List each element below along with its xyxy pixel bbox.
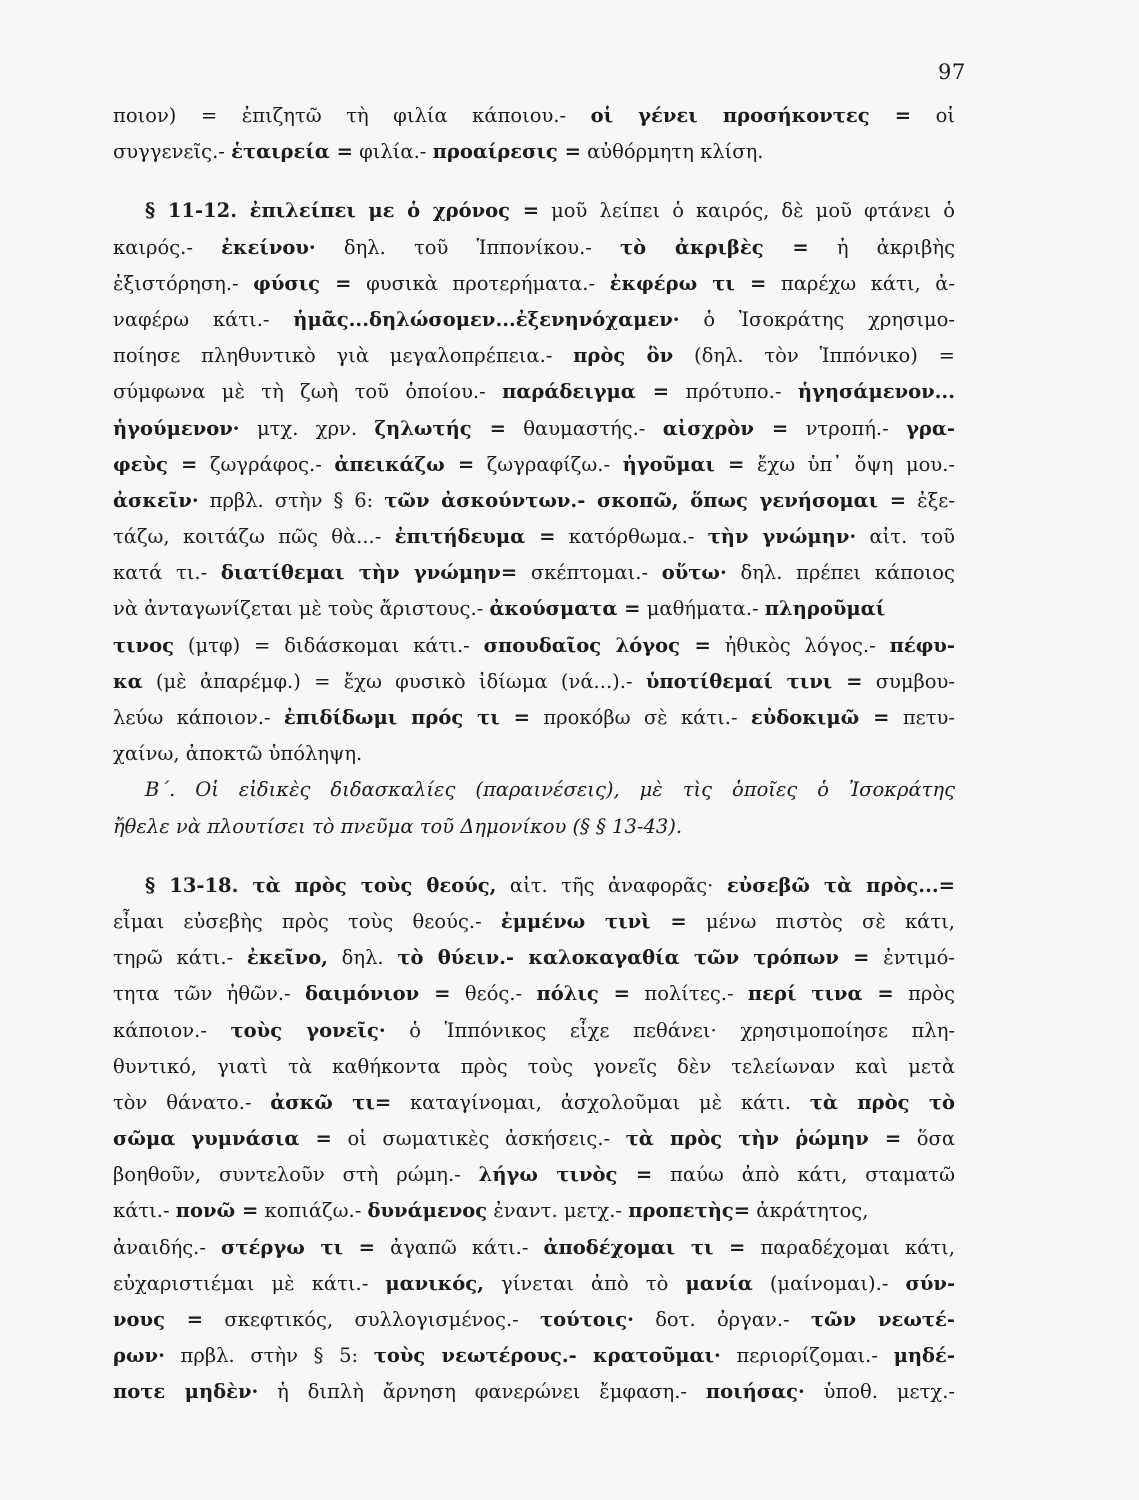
gloss-term: παράδειγμα = — [502, 380, 670, 404]
gloss-term: ἀσκεῖν· — [113, 488, 199, 512]
text-line — [113, 230, 955, 266]
gloss-term: τούτοις· — [540, 1308, 634, 1331]
text-line — [113, 591, 955, 627]
text-line — [113, 700, 955, 736]
gloss-term: τινος — [113, 633, 174, 657]
gloss-term: προπετὴς= — [628, 1199, 751, 1223]
gloss-text: φυσικὰ προτερήματα.- — [351, 271, 610, 295]
gloss-text: μαθήματα.- — [640, 597, 765, 621]
gloss-text: ἐξε- — [906, 488, 955, 512]
gloss-text: νὰ ἀνταγωνίζεται μὲ τοὺς ἄριστους.- — [113, 597, 490, 621]
gloss-text: κάποιον.- — [113, 1018, 231, 1042]
gloss-text: αὐθόρμητη κλίση. — [580, 140, 764, 164]
text-line — [113, 519, 955, 555]
gloss-term: φύσις = — [253, 271, 352, 295]
gloss-term: ἐπιτήδευμα = — [394, 525, 556, 549]
gloss-term: νους = — [113, 1308, 204, 1331]
gloss-text: πετυ- — [889, 706, 955, 729]
gloss-term: ζηλωτής = — [374, 416, 506, 440]
text-line — [113, 411, 955, 447]
section-heading-text: Β΄. Οἱ εἰδικὲς διδασκαλίες (παραινέσεις), μὲ τὶς ὁποῖες ὁ Ἰσοκράτης — [145, 778, 955, 802]
gloss-term: ἡγούμενον· — [113, 416, 240, 440]
gloss-text: θεός.- — [450, 982, 537, 1006]
gloss-text: σκέπτομαι.- — [517, 561, 662, 585]
paragraph-gap — [113, 845, 955, 868]
gloss-text: (δηλ. τὸν Ἱππόνικο) = — [673, 344, 956, 368]
gloss-text: ναφέρω κάτι.- — [113, 307, 294, 331]
text-line — [113, 555, 955, 591]
gloss-text: ντροπή.- — [788, 416, 907, 440]
text-line — [113, 266, 955, 302]
gloss-term: σπουδαῖος λόγος = — [483, 633, 711, 657]
gloss-text: ζωγραφίζω.- — [474, 452, 623, 476]
gloss-text: ποιον) = ἐπιζητῶ τὴ φιλία κάποιου.- — [113, 104, 591, 127]
gloss-text: (μαίνομαι).- — [752, 1271, 906, 1295]
gloss-text: παραδέχομαι κάτι, — [745, 1235, 956, 1259]
gloss-text: οἱ σωματικὲς ἀσκήσεις.- — [331, 1127, 626, 1151]
gloss-text: βοηθοῦν, συντελοῦν στὴ ρώμη.- — [113, 1163, 479, 1187]
gloss-text: ὁ Ἱππόνικος εἶχε πεθάνει· χρησιμοποίησε πλη- — [385, 1018, 956, 1042]
text-line — [113, 193, 955, 229]
gloss-term: γρα- — [906, 416, 956, 440]
gloss-text: συμβου- — [862, 669, 955, 693]
gloss-term: § 11-12. ἐπιλείπει με ὁ χρόνος = — [145, 199, 540, 223]
text-line — [113, 628, 955, 664]
text-line — [113, 1049, 955, 1085]
gloss-term: φεὺς = — [113, 452, 198, 476]
text-line — [113, 1157, 955, 1193]
gloss-text: χαίνω, ἀποκτῶ ὑπόληψη. — [113, 742, 363, 766]
gloss-text: λεύω κάποιον.- — [113, 706, 284, 729]
gloss-text: παύω ἀπὸ κάτι, σταματῶ — [652, 1163, 955, 1187]
gloss-text: πρβλ. στὴν § 5: — [164, 1344, 374, 1368]
gloss-term: λήγω τινὸς = — [478, 1163, 653, 1187]
text-line — [113, 664, 955, 700]
gloss-text: δηλ. τοῦ Ἱππονίκου.- — [315, 235, 621, 259]
gloss-term: τὸ ἀκριβὲς = — [620, 235, 809, 259]
text-line — [113, 904, 955, 940]
gloss-term: ἀποδέχομαι τι = — [543, 1235, 746, 1259]
text-line — [113, 1338, 955, 1374]
gloss-term: οὕτω· — [661, 561, 727, 585]
gloss-term: τὸ θύειν.- καλοκαγαθία τῶν τρόπων = — [397, 946, 870, 970]
gloss-text: μοῦ λείπει ὁ καιρός, δὲ μοῦ φτάνει ὁ — [539, 199, 956, 223]
gloss-text: ὑποθ. μετχ.- — [804, 1380, 955, 1404]
gloss-text: δηλ. πρέπει κάποιος — [726, 561, 955, 585]
gloss-term: δυνάμενος — [367, 1199, 488, 1223]
body-text — [113, 98, 955, 1411]
gloss-text: δοτ. ὀργαν.- — [633, 1308, 811, 1331]
gloss-text: μένω πιστὸς σὲ κάτι, — [686, 909, 955, 933]
text-line — [113, 483, 955, 519]
gloss-term: ἐπιδίδωμι πρός τι = — [283, 706, 531, 729]
text-line — [113, 772, 955, 808]
gloss-term: § 13-18. τὰ πρὸς τοὺς θεούς, — [145, 873, 497, 897]
gloss-text: ὅσα — [901, 1127, 955, 1151]
gloss-text: σκεφτικός, συλλογισμένος.- — [203, 1308, 541, 1331]
gloss-term: σύν- — [905, 1271, 956, 1295]
gloss-term: ἐκείνου· — [221, 235, 316, 259]
gloss-text: πρβλ. στὴν § 6: — [198, 488, 385, 512]
gloss-text: (μὲ ἀπαρέμφ.) = ἔχω φυσικὸ ἰδίωμα (νά...).- — [142, 669, 646, 693]
gloss-text: πολίτες.- — [630, 982, 748, 1006]
gloss-term: οἱ γένει προσήκοντες = — [590, 104, 912, 127]
gloss-text: εὐχαριστιέμαι μὲ κάτι.- — [113, 1271, 386, 1295]
gloss-term: διατίθεμαι τὴν γνώμην= — [220, 561, 518, 585]
gloss-text: ἡ ἀκριβὴς — [808, 235, 955, 259]
gloss-text: φιλία.- — [352, 140, 433, 164]
gloss-text: ἐξιστόρηση.- — [113, 271, 254, 295]
gloss-term: τὰ πρὸς τὸ — [809, 1090, 956, 1114]
gloss-term: τῶν νεωτέ- — [810, 1308, 955, 1331]
page-number: 97 — [938, 60, 966, 84]
gloss-text: ἀκράτητος, — [750, 1199, 869, 1223]
text-line — [113, 1266, 955, 1302]
gloss-term: ποτε μηδὲν· — [113, 1380, 259, 1404]
gloss-term: ποιήσας· — [705, 1380, 805, 1404]
gloss-term: κα — [113, 669, 143, 693]
gloss-text: δηλ. — [327, 946, 398, 970]
gloss-term: πρὸς ὃν — [573, 344, 674, 368]
gloss-term: μηδέ- — [893, 1344, 955, 1368]
gloss-text: μτχ. χρν. — [239, 416, 375, 440]
gloss-term: ἑταιρεία = — [231, 140, 353, 164]
gloss-term: εὐσεβῶ τὰ πρὸς...= — [726, 873, 955, 897]
gloss-term: τῶν ἀσκούντων.- σκοπῶ, ὅπως γενήσομαι = — [384, 488, 907, 512]
text-line — [113, 98, 955, 134]
gloss-text: καιρός.- — [113, 235, 222, 259]
gloss-term: τοὺς νεωτέρους.- κρατοῦμαι· — [373, 1344, 721, 1368]
text-line — [113, 1193, 955, 1229]
gloss-text: σύμφωνα μὲ τὴ ζωὴ τοῦ ὁποίου.- — [113, 380, 503, 404]
text-line — [113, 1302, 955, 1338]
text-line — [113, 868, 955, 904]
section-heading-text: ἤθελε νὰ πλουτίσει τὸ πνεῦμα τοῦ Δημονίκου (§ § 13-43). — [113, 814, 683, 838]
paragraph-gap — [113, 170, 955, 193]
gloss-text: συγγενεῖς.- — [113, 140, 232, 164]
gloss-term: ρων· — [113, 1344, 165, 1368]
gloss-text: ἠθικὸς λόγος.- — [710, 633, 890, 657]
gloss-term: ἐμμένω τινὶ = — [500, 909, 687, 933]
gloss-text: τητα τῶν ἠθῶν.- — [113, 982, 305, 1006]
gloss-term: πόλις = — [536, 982, 631, 1006]
gloss-text: αἰτ. τοῦ — [856, 525, 955, 549]
text-line — [113, 736, 955, 772]
gloss-term: πληροῦμαί — [764, 597, 886, 621]
gloss-term: ἡγησάμενον... — [797, 380, 955, 404]
gloss-text: πρὸς — [893, 982, 956, 1006]
gloss-text: τηρῶ κάτι.- — [113, 946, 247, 970]
gloss-text: κοπιάζω.- — [258, 1199, 368, 1223]
gloss-term: μανικός, — [385, 1271, 484, 1295]
gloss-text: καταγίνομαι, ἀσχολοῦμαι μὲ κάτι. — [391, 1090, 810, 1114]
gloss-text: (μτφ) = διδάσκομαι κάτι.- — [173, 633, 484, 657]
gloss-term: πέφυ- — [889, 633, 955, 657]
gloss-text: κάτι.- — [113, 1199, 176, 1223]
gloss-text: θυντικό, γιατὶ τὰ καθήκοντα πρὸς τοὺς γονεῖς δὲν τελείωναν καὶ μετὰ — [113, 1054, 955, 1078]
gloss-term: τὴν γνώμην· — [707, 525, 857, 549]
text-line — [113, 447, 955, 483]
gloss-term: σῶμα γυμνάσια = — [113, 1127, 332, 1151]
gloss-text: ἔχω ὑπ᾽ ὄψη μου.- — [744, 452, 956, 476]
text-line — [113, 1085, 955, 1121]
gloss-text: αἰτ. τῆς ἀναφορᾶς· — [496, 873, 727, 897]
text-line — [113, 338, 955, 374]
gloss-text: κατά τι.- — [113, 561, 221, 585]
gloss-term: ὑποτίθεμαί τινι = — [645, 669, 863, 693]
gloss-text: ἐναντ. μετχ.- — [487, 1199, 629, 1223]
text-line — [113, 302, 955, 338]
gloss-text: ἐντιμό- — [869, 946, 955, 970]
gloss-term: πονῶ = — [175, 1199, 259, 1223]
text-line — [113, 134, 955, 170]
gloss-text: ὁ Ἰσοκράτης χρησιμο- — [679, 307, 955, 331]
gloss-term: αἰσχρὸν = — [662, 416, 789, 440]
gloss-term: ἡγοῦμαι = — [622, 452, 745, 476]
gloss-text: προκόβω σὲ κάτι.- — [530, 706, 751, 729]
gloss-term: στέργω τι = — [221, 1235, 375, 1259]
gloss-text: πρότυπο.- — [669, 380, 798, 404]
gloss-term: εὐδοκιμῶ = — [750, 706, 890, 729]
gloss-term: δαιμόνιον = — [304, 982, 451, 1006]
gloss-text: εἶμαι εὐσεβὴς πρὸς τοὺς θεούς.- — [113, 909, 501, 933]
text-line — [113, 1121, 955, 1157]
gloss-text: παρέχω κάτι, ἀ- — [766, 271, 955, 295]
gloss-term: ἀκούσματα = — [489, 597, 641, 621]
gloss-term: προαίρεσις = — [432, 140, 581, 164]
gloss-text: ποίησε πληθυντικὸ γιὰ μεγαλοπρέπεια.- — [113, 344, 574, 368]
gloss-term: ἀπεικάζω = — [334, 452, 475, 476]
text-line — [113, 374, 955, 410]
text-line — [113, 809, 955, 845]
gloss-text: ἀναιδής.- — [113, 1235, 222, 1259]
text-line — [113, 1230, 955, 1266]
gloss-term: ἡμᾶς...δηλώσομεν...ἐξενηνόχαμεν· — [293, 307, 680, 331]
text-line — [113, 1013, 955, 1049]
gloss-text: τάζω, κοιτάζω πῶς θὰ...- — [113, 525, 395, 549]
gloss-term: ἀσκῶ τι= — [270, 1090, 392, 1114]
text-line — [113, 1374, 955, 1410]
text-line — [113, 976, 955, 1012]
gloss-text: ἀγαπῶ κάτι.- — [375, 1235, 544, 1259]
gloss-text: γίνεται ἀπὸ τὸ — [483, 1271, 686, 1295]
gloss-term: τοὺς γονεῖς· — [230, 1018, 386, 1042]
gloss-text: οἱ — [911, 104, 955, 127]
gloss-text: τὸν θάνατο.- — [113, 1090, 271, 1114]
gloss-text: ἡ διπλὴ ἄρνηση φανερώνει ἔμφαση.- — [258, 1380, 706, 1404]
gloss-text: περιορίζομαι.- — [720, 1344, 894, 1368]
gloss-term: μανία — [685, 1271, 753, 1295]
gloss-term: τὰ πρὸς τὴν ῥώμην = — [625, 1127, 902, 1151]
gloss-text: θαυμαστής.- — [505, 416, 663, 440]
gloss-text: κατόρθωμα.- — [555, 525, 708, 549]
gloss-term: ἐκφέρω τι = — [609, 271, 767, 295]
gloss-term: περί τινα = — [747, 982, 894, 1006]
gloss-term: ἐκεῖνο, — [246, 946, 328, 970]
text-line — [113, 940, 955, 976]
gloss-text: ζωγράφος.- — [197, 452, 335, 476]
